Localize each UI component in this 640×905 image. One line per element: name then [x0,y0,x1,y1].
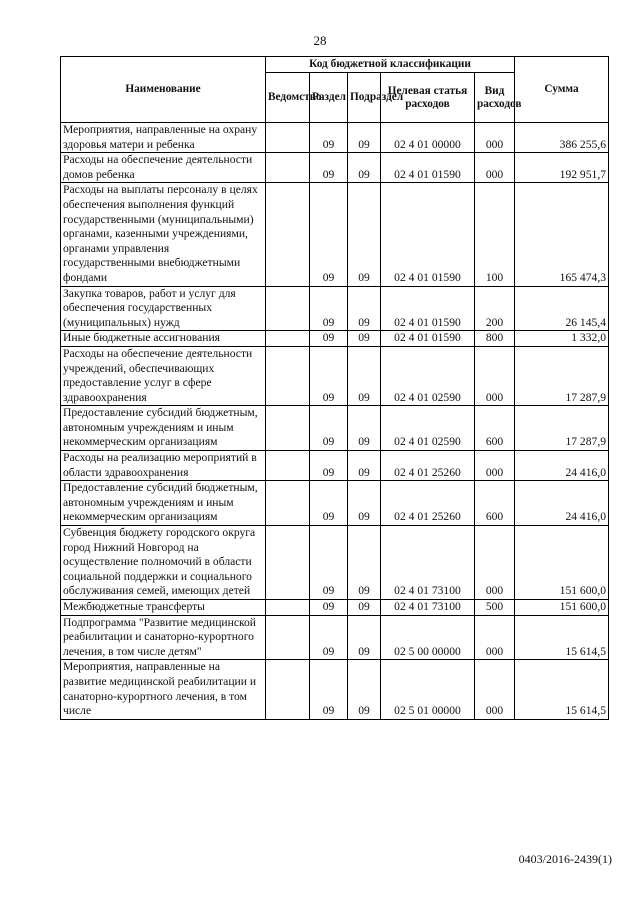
row-target-cell: 02 4 01 01590 [381,183,475,286]
table-body [61,123,609,720]
header-name: Наименование [61,57,266,123]
row-section-cell: 09 [310,406,348,451]
row-subsection-cell: 09 [348,481,381,526]
row-dept-cell [266,286,310,331]
header-sum: Сумма [515,57,609,123]
header-target: Целевая статья расходов [381,73,475,123]
row-sum-cell: 192 951,7 [515,153,609,183]
document-code: 0403/2016-2439(1) [518,852,612,866]
table-row [61,153,609,183]
row-section-cell: 09 [310,346,348,405]
row-type-cell: 000 [475,526,515,600]
table-row [61,600,609,616]
row-section-cell: 09 [310,660,348,719]
table-row [61,481,609,526]
row-subsection-cell: 09 [348,123,381,153]
row-sum-cell: 24 416,0 [515,481,609,526]
row-dept-cell [266,183,310,286]
row-type-cell: 000 [475,615,515,660]
row-sum-cell: 165 474,3 [515,183,609,286]
row-type-cell: 000 [475,123,515,153]
row-sum-cell: 17 287,9 [515,406,609,451]
row-type-cell: 600 [475,481,515,526]
row-target-cell: 02 4 01 25260 [381,451,475,481]
row-subsection-cell: 09 [348,451,381,481]
row-section-cell: 09 [310,286,348,331]
row-subsection-cell: 09 [348,600,381,616]
row-section-cell: 09 [310,615,348,660]
row-section-cell: 09 [310,153,348,183]
table-row [61,660,609,719]
row-section-cell: 09 [310,183,348,286]
row-sum-cell: 24 416,0 [515,451,609,481]
row-target-cell: 02 5 01 00000 [381,660,475,719]
row-name-cell: Расходы на выплаты персоналу в целях обеспечения выполнения функций государственными (муниципальными) органами, казенными учреждениями, органами управления государственными внебюджетными фондами [61,183,266,286]
row-name-cell: Межбюджетные трансферты [61,600,266,616]
header-section: Раздел [310,73,348,123]
table-row [61,526,609,600]
row-subsection-cell: 09 [348,526,381,600]
row-target-cell: 02 4 01 02590 [381,406,475,451]
row-name-cell: Субвенция бюджету городского округа город Нижний Новгород на осуществление полномочий в области социальной поддержки и социального обслуживания семей, имеющих детей [61,526,266,600]
row-target-cell: 02 4 01 73100 [381,600,475,616]
row-target-cell: 02 4 01 73100 [381,526,475,600]
row-section-cell: 09 [310,481,348,526]
row-dept-cell [266,406,310,451]
row-target-cell: 02 5 00 00000 [381,615,475,660]
row-name-cell: Мероприятия, направленные на развитие медицинской реабилитации и санаторно-курортного лечения, в том числе [61,660,266,719]
page-number: 28 [313,33,327,48]
row-name-cell: Предоставление субсидий бюджетным, автономным учреждениям и иным некоммерческим организациям [61,406,266,451]
row-subsection-cell: 09 [348,331,381,347]
row-dept-cell [266,660,310,719]
row-name-cell: Закупка товаров, работ и услуг для обеспечения государственных (муниципальных) нужд [61,286,266,331]
row-subsection-cell: 09 [348,183,381,286]
row-type-cell: 200 [475,286,515,331]
row-dept-cell [266,451,310,481]
row-target-cell: 02 4 01 01590 [381,153,475,183]
row-type-cell: 000 [475,346,515,405]
row-section-cell: 09 [310,526,348,600]
row-target-cell: 02 4 01 25260 [381,481,475,526]
row-type-cell: 000 [475,660,515,719]
table-row [61,346,609,405]
row-subsection-cell: 09 [348,406,381,451]
row-section-cell: 09 [310,331,348,347]
row-dept-cell [266,615,310,660]
table-row [61,286,609,331]
row-section-cell: 09 [310,451,348,481]
row-name-cell: Мероприятия, направленные на охрану здоровья матери и ребенка [61,123,266,153]
row-type-cell: 500 [475,600,515,616]
row-target-cell: 02 4 01 01590 [381,331,475,347]
row-subsection-cell: 09 [348,660,381,719]
row-target-cell: 02 4 01 00000 [381,123,475,153]
row-type-cell: 100 [475,183,515,286]
row-type-cell: 800 [475,331,515,347]
row-type-cell: 000 [475,153,515,183]
header-type: Вид расходов [475,73,515,123]
row-subsection-cell: 09 [348,286,381,331]
row-name-cell: Иные бюджетные ассигнования [61,331,266,347]
header-subsection: Подраздел [348,73,381,123]
row-subsection-cell: 09 [348,615,381,660]
row-dept-cell [266,153,310,183]
row-subsection-cell: 09 [348,153,381,183]
row-dept-cell [266,346,310,405]
row-sum-cell: 1 332,0 [515,331,609,347]
row-dept-cell [266,123,310,153]
row-dept-cell [266,481,310,526]
header-classification-group: Код бюджетной классификации [266,57,515,73]
header-dept: Ведомство [266,73,310,123]
row-name-cell: Расходы на обеспечение деятельности домов ребенка [61,153,266,183]
row-name-cell: Подпрограмма "Развитие медицинской реабилитации и санаторно-курортного лечения, в том числе детям" [61,615,266,660]
row-name-cell: Предоставление субсидий бюджетным, автономным учреждениям и иным некоммерческим организациям [61,481,266,526]
row-sum-cell: 15 614,5 [515,615,609,660]
budget-table [60,56,609,720]
row-dept-cell [266,331,310,347]
row-subsection-cell: 09 [348,346,381,405]
row-dept-cell [266,526,310,600]
row-sum-cell: 26 145,4 [515,286,609,331]
row-type-cell: 600 [475,406,515,451]
table-row [61,331,609,347]
row-type-cell: 000 [475,451,515,481]
table-row [61,615,609,660]
row-sum-cell: 151 600,0 [515,526,609,600]
row-target-cell: 02 4 01 01590 [381,286,475,331]
row-section-cell: 09 [310,600,348,616]
table-row [61,123,609,153]
table-row [61,406,609,451]
row-sum-cell: 386 255,6 [515,123,609,153]
row-section-cell: 09 [310,123,348,153]
row-sum-cell: 151 600,0 [515,600,609,616]
row-name-cell: Расходы на обеспечение деятельности учреждений, обеспечивающих предоставление услуг в сфере здравоохранения [61,346,266,405]
row-sum-cell: 17 287,9 [515,346,609,405]
row-target-cell: 02 4 01 02590 [381,346,475,405]
table-header [61,57,609,123]
table-row [61,183,609,286]
row-dept-cell [266,600,310,616]
row-sum-cell: 15 614,5 [515,660,609,719]
row-name-cell: Расходы на реализацию мероприятий в области здравоохранения [61,451,266,481]
table-row [61,451,609,481]
